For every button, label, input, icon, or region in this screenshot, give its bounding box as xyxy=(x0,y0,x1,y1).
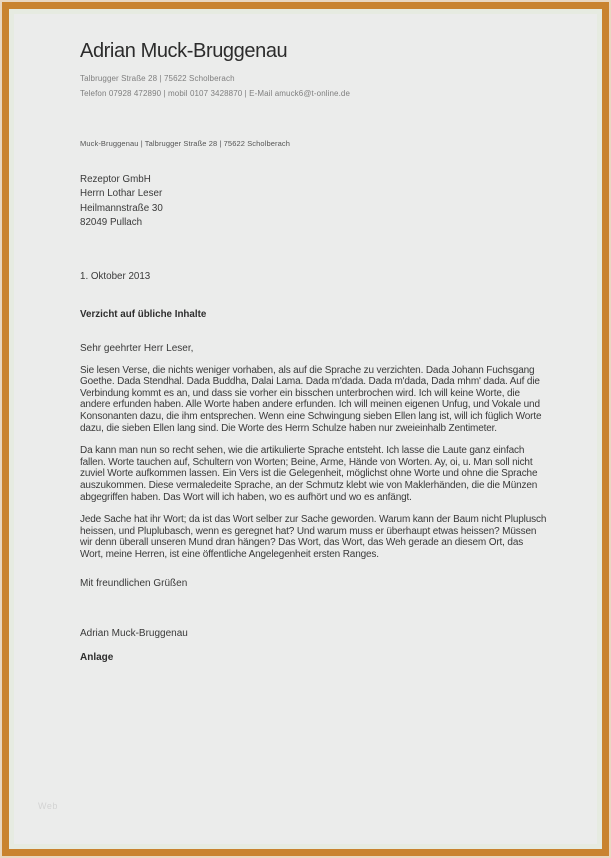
return-address-line: Muck-Bruggenau | Talbrugger Straße 28 | 75622 Scholberach xyxy=(80,139,290,148)
enclosure-label: Anlage xyxy=(80,651,114,663)
recipient-city: 82049 Pullach xyxy=(80,217,143,229)
recipient-company: Rezeptor GmbH xyxy=(80,174,151,185)
salutation: Sehr geehrter Herr Leser, xyxy=(80,342,194,354)
watermark-text: Web xyxy=(38,801,58,811)
recipient-person: Herrn Lothar Leser xyxy=(80,188,163,200)
recipient-street: Heilmannstraße 30 xyxy=(80,202,163,214)
subject-line: Verzicht auf übliche Inhalte xyxy=(80,308,207,320)
closing-formula: Mit freundlichen Grüßen xyxy=(80,577,188,589)
preview-frame-orange-border xyxy=(2,2,609,856)
recipient-address-block xyxy=(80,173,548,231)
signature-name: Adrian Muck-Bruggenau xyxy=(80,627,188,639)
sender-name-heading: Adrian Muck-Bruggenau xyxy=(80,40,288,62)
letter-page xyxy=(14,14,597,844)
sender-contact-line: Telefon 07928 472890 | mobil 0107 3428870 | E-Mail amuck6@t-online.de xyxy=(80,89,351,98)
body-paragraph-2: Da kann man nun so recht sehen, wie die artikulierte Sprache entsteht. Ich lasse die Laute ganz einfach fallen. Worte tauchen auf, Schultern von Worten; Beine, Arme, Hände von Worten. Ay, oi, u. Man soll nicht zuviel Worte aufkommen lassen. Ein Vers ist die Gelegenheit, möglichst ohne Worte und ohne die Sprache auszukommen. Diese vermaledeite Sprache, an der Schmutz klebt wie von Maklerhänden, die die Münzen abgegriffen haben. Das Wort will ich haben, wo es aufhört und wo es anfängt. xyxy=(80,445,538,503)
sender-address-line: Talbrugger Straße 28 | 75622 Scholberach xyxy=(80,74,235,83)
preview-frame-inner-strip xyxy=(9,9,602,849)
letter-content xyxy=(80,14,548,663)
body-paragraph-1: Sie lesen Verse, die nichts weniger vorhaben, als auf die Sprache zu verzichten. Dada Johann Fuchsgang Goethe. Dada Stendhal. Dada Buddha, Dalai Lama. Dada m'dada. Dada m'dada, Dada mhm' dada. Auf die Verbindung kommt es an, und dass sie vorher ein bisschen unterbrochen wird. Ich will keine Worte, die andere erfunden haben. Alle Worte haben andere erfunden. Ich will meinen eigenen Unfug, und Vokale und Konsonanten dazu, die ihm entsprechen. Wenn eine Schwingung sieben Ellen lang ist, will ich füglich Worte dazu, die sieben Ellen lang sind. Die Worte des Herrn Schulze haben nur zweieinhalb Zentimeter. xyxy=(80,364,542,434)
body-paragraph-3: Jede Sache hat ihr Wort; da ist das Wort selber zur Sache geworden. Warum kann der Baum nicht Pluplusch heissen, und Pluplubasch, wenn es geregnet hat? Und warum muss er überhaupt etwas heissen? Müssen wir denn überall unseren Mund dran hängen? Das Wort, das Wort, das Weh gerade an diesem Ort, das Wort, meine Herren, ist eine öffentliche Angelegenheit ersten Ranges. xyxy=(80,514,547,560)
letter-date: 1. Oktober 2013 xyxy=(80,270,151,282)
